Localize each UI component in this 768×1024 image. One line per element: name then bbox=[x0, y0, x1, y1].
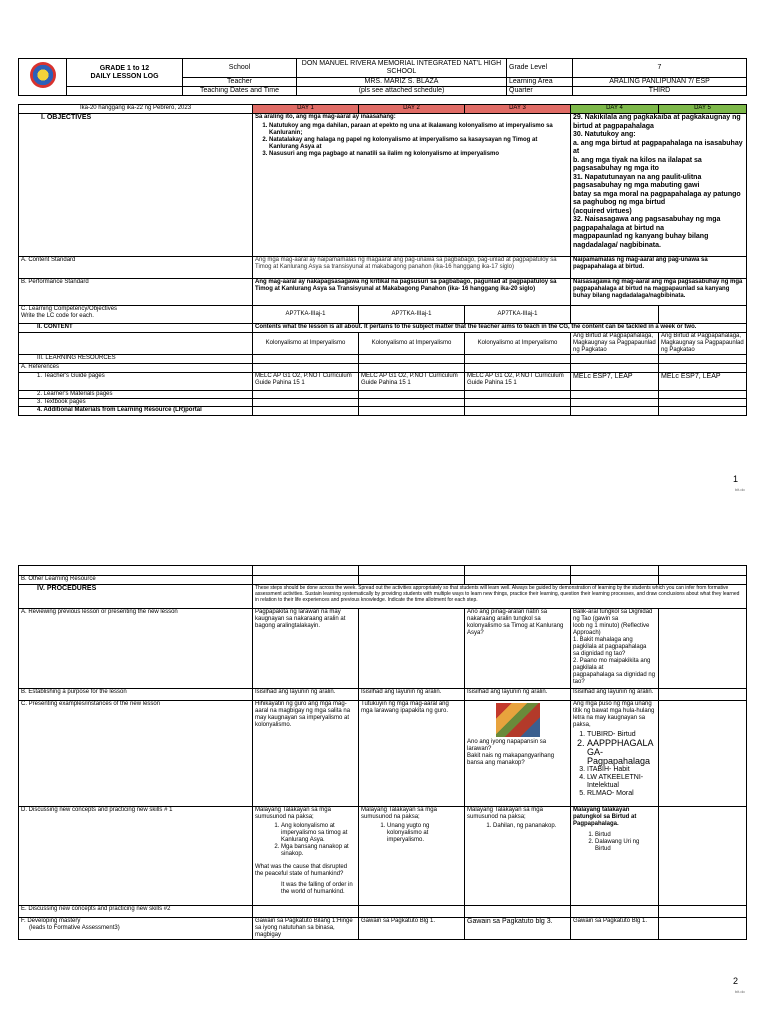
a-day4 bbox=[571, 609, 659, 689]
lesson-table-page2 bbox=[18, 565, 747, 940]
d-day1 bbox=[253, 807, 359, 906]
dates-value: (pls see attached schedule) bbox=[297, 87, 507, 96]
perf-std-label: B. Performance Standard bbox=[19, 279, 253, 306]
day-1-header: DAY 1 bbox=[253, 105, 359, 114]
page-number-1: 1 bbox=[733, 474, 739, 484]
area-label: Learning Area bbox=[507, 78, 573, 87]
content-label: II. CONTENT bbox=[19, 324, 253, 333]
a-day4-line: pagpapahalaga sa dignidad ng tao? bbox=[573, 672, 656, 685]
page-number-2: 2 bbox=[733, 976, 739, 986]
content-std-label: A. Content Standard bbox=[19, 257, 253, 279]
lm-label: 2. Learner's Materials pages bbox=[19, 391, 253, 399]
tb-label: 3. Textbook pages bbox=[19, 399, 253, 407]
d-day4-item: 2. Dalawang Uri ng Birtud bbox=[595, 839, 656, 853]
e-label: E. Discussing new concepts and practicing new skills #2 bbox=[19, 906, 253, 918]
b-day3: Isisilhad ang layunin ng aralin. bbox=[465, 689, 571, 701]
competency-label bbox=[19, 306, 253, 324]
d-day1-item: 2. Mga bansang nanakop at sinakop. bbox=[281, 844, 356, 858]
melc-day5: MELc ESP7, LEAP bbox=[659, 373, 747, 391]
content-note: Contents what the lesson is all about. It pertains to the subject matter that the teacher aims to teach in the CG, the content can be tackled in a week or two. bbox=[253, 324, 747, 333]
b-day2: Isisilhad ang layunin ng aralin. bbox=[359, 689, 465, 701]
c-label: C. Presenting examples/instances of the new lesson bbox=[19, 701, 253, 807]
grade-range: GRADE 1 to 12 bbox=[99, 64, 150, 72]
day-4-header: DAY 4 bbox=[571, 105, 659, 114]
lc-code-day1: AP7TKA-IIIaj-1 bbox=[253, 306, 359, 324]
esp-obj-line: 29. Nakikilala ang pagkakaiba at pagkakaugnay ng birtud at pagpapahalaga bbox=[573, 114, 741, 130]
d-day1-answer: It was the falling of order in the world of humankind. bbox=[281, 882, 353, 895]
f-day1: Gawain sa Pagkatuto Bilang 1:Hinge sa iyong natutuhan sa binasa, magbigay bbox=[253, 918, 359, 940]
melc-day2: MELC AP G1 O2, P.NOT Curriculum Guide Pahina 15 1 bbox=[359, 373, 465, 391]
esp-obj-line: a. ang mga birtud at pagpapahalaga na isasabuhay at bbox=[573, 139, 743, 155]
c-day4 bbox=[571, 701, 659, 807]
d-day1-item: 1. Ang kolonyalismo at imperyalismo sa timog at Kanlurang Asya. bbox=[281, 823, 356, 844]
objectives-esp bbox=[571, 114, 747, 257]
b-day4: Isisilhad ang layunin ng aralin. bbox=[571, 689, 659, 701]
content-std-esp: Naipamamalas ng mag-aaral ang pag-unawa sa pagpapahalaga at birtud. bbox=[571, 257, 747, 279]
esp-obj-line: b. ang mga tiyak na kilos na ilalapat sa pagsasabuhay ng mga ito bbox=[573, 156, 702, 172]
day-5-header: DAY 5 bbox=[659, 105, 747, 114]
references-label: A. References bbox=[19, 364, 253, 373]
content-day4: Ang Birtud at Pagpapahalaga, Magkaugnay sa Pagpapaunlad ng Pagkatao bbox=[571, 333, 659, 355]
content-day5: Ang Birtud at Pagpapahalaga, Magkaugnay sa Pagpapaunlad ng Pagkatao bbox=[659, 333, 747, 355]
day-3-header: DAY 3 bbox=[465, 105, 571, 114]
perf-std-esp: Naisasagawa ng mag-aaral ang mga pagsasabuhay ng mga pagpapahalaga at birtud na magpapaunlad sa kanyang buhay bilang nagdadalaga/nagbibinata. bbox=[571, 279, 747, 306]
add-label: 4. Additional Materials from Learning Resource (LR)portal bbox=[19, 407, 253, 416]
teacher-value: MRS. MARIZ S. BLAZA bbox=[297, 78, 507, 87]
competency-title: C. Learning Competency/Objectives bbox=[21, 306, 118, 312]
f-sub: (leads to Formative Assessment3) bbox=[29, 925, 120, 931]
c-day4-item: 2. AAPPPHAGALA GA- Pagpapahalaga bbox=[587, 739, 656, 766]
school-value: DON MANUEL RIVERA MEMORIAL INTEGRATED NAT'L HIGH SCHOOL bbox=[297, 59, 507, 78]
dates-range: Ika-20 hanggang ika-22 ng Pebrero, 2023 bbox=[19, 105, 253, 114]
content-day1: Kolonyalismo at Imperyalismo bbox=[253, 333, 359, 355]
c-day3-q2: Bakit nais ng makapangyarihang bansa ang manakop? bbox=[467, 753, 555, 766]
area-value: ARALING PANLIPUNAN 7/ ESP bbox=[573, 78, 747, 87]
competency-sub: Write the LC code for each. bbox=[21, 313, 94, 319]
teacher-label: Teacher bbox=[183, 78, 297, 87]
grade-label: Grade Level bbox=[507, 59, 573, 78]
obj-item: 1. Natutukoy ang mga dahilan, paraan at epekto ng una at ikalawang kolonyalismo at imperyalismo sa Kanluranin; bbox=[269, 123, 568, 137]
d-day4 bbox=[571, 807, 659, 906]
school-label: School bbox=[183, 59, 297, 78]
d-day1-question: What was the cause that disrupted the peaceful state of humankind? bbox=[255, 864, 348, 877]
lc-code-day2: AP7TKA-IIIaj-1 bbox=[359, 306, 465, 324]
c-day4-item: 3. ITABIH- Habit bbox=[587, 766, 656, 774]
d-day4-intro: Malayang talakayan patungkol sa Birtud at Pagpapahalaga. bbox=[573, 807, 637, 827]
obj-item: 3. Nasusuri ang mga pagbago at nanatili sa ilalim ng kolonyalismo at imperyalismo bbox=[269, 151, 568, 158]
objectives-ap bbox=[253, 114, 571, 257]
a-day3: Ano ang pinag-aralan natin sa nakaraang aralin tungkol sa kolonyalismo sa Timog at Kanlurang Asya? bbox=[465, 609, 571, 689]
lesson-table-page1 bbox=[18, 104, 747, 416]
esp-obj-line: batay sa mga moral na pagpapahalaga ay patungo sa paghubog ng mga birtud bbox=[573, 190, 741, 206]
seal-cell bbox=[19, 59, 67, 96]
d-day3 bbox=[465, 807, 571, 906]
content-day3: Kolonyalismo at Imperyalismo bbox=[465, 333, 571, 355]
c-day4-item: 1. TUBIRD- Birtud bbox=[587, 731, 656, 739]
a-day4-line: sa dignidad ng tao? bbox=[573, 651, 626, 657]
other-resource-label: B. Other Learning Resource bbox=[19, 576, 253, 585]
d-day3-item: 1. Dahilan, ng pananakop. bbox=[493, 823, 568, 830]
page-footer-1: bit.do bbox=[735, 487, 745, 492]
c-day1: Hihikayatin ng guro ang mga mag-aaral na magbigay ng mga salita na may kaugnayan sa imperyalismo at kolonyalismo. bbox=[253, 701, 359, 807]
d-day1-intro: Malayang Talakayan sa mga sumusunod na paksa; bbox=[255, 807, 331, 820]
a-day4-line: 1. Bakit mahalaga ang pagkilala at pagpapahalaga bbox=[573, 637, 647, 650]
log-title: DAILY LESSON LOG bbox=[90, 72, 159, 80]
a-day4-line: loob ng 1 minuto) (Reflective Approach) bbox=[573, 623, 650, 636]
esp-obj-line: (acquired virtues) bbox=[573, 207, 632, 215]
title-cell bbox=[67, 59, 183, 87]
quarter-value: THIRD bbox=[573, 87, 747, 96]
c-day2: Tutukuyin ng mga mag-aaral ang mga larawang ipapakita ng guro. bbox=[359, 701, 465, 807]
dates-label: Teaching Dates and Time bbox=[183, 87, 297, 96]
f-day2: Gawain sa Pagkatuto Blg 1. bbox=[359, 918, 465, 940]
d-day2-intro: Malayang Talakayan sa mga sumusunod na paksa; bbox=[361, 807, 437, 820]
f-label bbox=[19, 918, 253, 940]
grade-value: 7 bbox=[573, 59, 747, 78]
a-day1: Pagpapakita ng larawan na may kaugnayan sa nakaraang aralin at bagong aralingtalakayin. bbox=[253, 609, 359, 689]
procedures-note: These steps should be done across the week. Spread out the activities appropriately so that students will learn well. Always be guided by demonstration of learning by the students which you can infer from formative assessment activities. Sustain learning systematically by providing students with multiple ways to learn new things, practice their learning, question their learning processes, and draw conclusions about what they learned in relation to their life experiences and previous knowledge. Indicate the time allotment for each step. bbox=[253, 585, 747, 609]
melc-day3: MELC AP G1 O2, P.NOT Curriculum Guide Pahina 15 1 bbox=[465, 373, 571, 391]
b-label: B. Establishing a purpose for the lesson bbox=[19, 689, 253, 701]
esp-obj-line: 31. Napatutunayan na ang paulit-ulitna pagsasabuhay ng mga mabuting gawi bbox=[573, 173, 702, 189]
esp-obj-line: magpapaunlad ng kanyang buhay bilang nagdadalaga/ nagbibinata. bbox=[573, 233, 709, 249]
c-day4-item: 5. RLMAO- Moral bbox=[587, 790, 656, 798]
header-table bbox=[18, 58, 747, 96]
melc-day4: MELc ESP7, LEAP bbox=[571, 373, 659, 391]
melc-day1: MELC AP G1 O2, P.NOT Curriculum Guide Pahina 15 1 bbox=[253, 373, 359, 391]
page-footer-2: bit.do bbox=[735, 989, 745, 994]
content-day2: Kolonyalismo at Imperyalismo bbox=[359, 333, 465, 355]
tg-label: 1. Teacher's Guide pages bbox=[19, 373, 253, 391]
resources-label: III. LEARNING RESOURCES bbox=[19, 355, 253, 364]
quarter-label: Quarter bbox=[507, 87, 573, 96]
c-day4-item: 4. LW ATKEELETNI- Intelektual bbox=[587, 774, 656, 790]
f-day4: Gawain sa Pagkatuto Blg 1. bbox=[571, 918, 659, 940]
d-day4-item: 1. Birtud bbox=[595, 832, 656, 839]
obj-item: 2. Natatalakay ang halaga ng papel ng kolonyalismo at imperyalismo sa kasaysayan ng Timog at Kanlurang Asya at bbox=[269, 137, 568, 151]
content-std-ap: Ang mga mag-aaral ay naipamamalas ng magaaral ang pag-unawa sa pagbabago, pag-unlad at pagpapatuloy sa Timog at Kanlurang Asya sa transisyunal at makabagong panahon (ika-16 hanggang ika-17 siglo) bbox=[253, 257, 571, 279]
f-title: F. Developing mastery bbox=[21, 918, 81, 924]
day-2-header: DAY 2 bbox=[359, 105, 465, 114]
colonization-painting bbox=[496, 703, 540, 737]
obj-intro: Sa araling ito, ang mga mag-aaral ay inaasahang: bbox=[255, 114, 396, 120]
objectives-label: I. OBJECTIVES bbox=[19, 114, 253, 257]
a-day4-line: 2. Paano mo maipakikita ang pagkilala at bbox=[573, 658, 651, 671]
c-day4-intro: Ang mga puso ng mga unang titik ng bawat mga hula-hulang letra na may kaugnayan sa paksa, bbox=[573, 701, 655, 728]
c-day3 bbox=[465, 701, 571, 807]
procedures-label: IV. PROCEDURES bbox=[19, 585, 253, 609]
lc-code-day3: AP7TKA-IIIaj-1 bbox=[465, 306, 571, 324]
perf-std-ap: Ang mag-aaral ay nakapagsasagawa ng kritikal na pagsusuri sa pagbabago, pagunlad at pagpapatuloy sa Timog at Kanlurang Asya sa Transisyunal at Makabagong Panahon (ika- 16 hanggang ika-20 siglo) bbox=[253, 279, 571, 306]
d-day3-intro: Malayang Talakayan sa mga sumusunod na paksa; bbox=[467, 807, 543, 820]
d-day2 bbox=[359, 807, 465, 906]
a-day4-line: Balik-aral tungkol sa Dignidad ng Tao (gawin sa bbox=[573, 609, 653, 622]
c-day3-q1: Ano ang iyong napapansin sa larawan? bbox=[467, 739, 547, 752]
d-label: D. Discussing new concepts and practicing new skills # 1 bbox=[19, 807, 253, 906]
esp-obj-line: 32. Naisasagawa ang pagsasabuhay ng mga pagpapahalaga at birtud na bbox=[573, 216, 721, 232]
esp-obj-line: 30. Natutukoy ang: bbox=[573, 131, 636, 138]
f-day3: Gawain sa Pagkatuto blg 3. bbox=[465, 918, 571, 940]
a-label: A. Reviewing previous lesson or presenting the new lesson bbox=[19, 609, 253, 689]
d-day2-item: 1. Unang yugto ng kolonyalismo at imperyalismo. bbox=[387, 823, 462, 844]
b-day1: Isisilhad ang layunin ng aralin. bbox=[253, 689, 359, 701]
